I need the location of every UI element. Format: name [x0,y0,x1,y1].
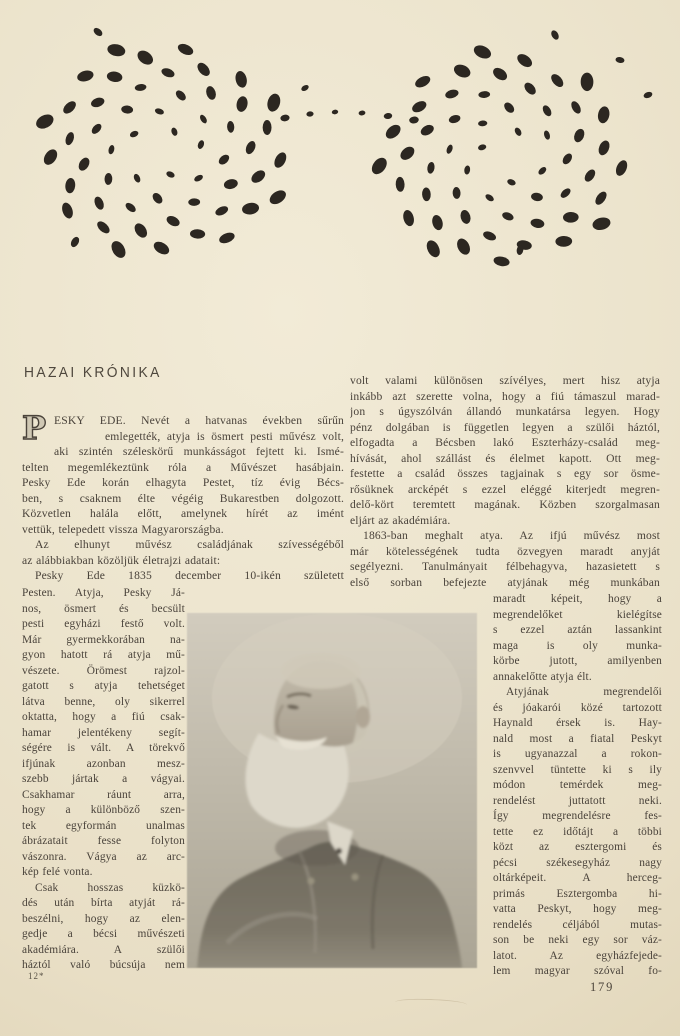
seed-swirl-ornament [0,0,680,285]
text-line: beszélni, hogy az elen- [22,912,185,925]
text-line: háztól való búcsúja nem [22,959,185,971]
text-line: festette a család összes tagjainak s egy sor ösme- [350,467,660,480]
text-line: nald most a fiatal Peskyt [493,732,662,745]
text-line: maradt képeit, hogy a [493,593,662,605]
text-line: ábrázatait fesse folyton [22,835,185,847]
left-column-wide [22,409,344,584]
text-line: kép felé vonta. [22,866,93,878]
text-line: megrendelőket kielégítse [493,608,662,621]
text-line: pesti egyházi festő volt. [22,618,185,630]
text-line: pécsi székesegyház nagy [493,856,662,869]
text-line: aki szintén széleskörű munkásságot fejtett ki. Ismé- [54,445,344,458]
text-line: hívását, ahol szállást és élelmet kapott. Ott meg- [350,451,660,465]
text-line: rendelés céljából mutas- [493,918,662,931]
text-line: az alábbiakban közöljük életrajzi adatait: [22,553,221,567]
text-line: Atyjának megrendelői [506,686,662,698]
text-line: oltárképeit. A herceg- [493,872,662,884]
text-line: segélyezni. Tanulmányait félbehagyva, hazasietett s [350,560,660,573]
text-line: annakelőtte atyja élt. [493,670,592,683]
text-line: Már gyermekkorában na- [22,633,185,646]
text-line: primás Esztergomba hi- [493,887,662,900]
text-line: vettük, telepedett vissza Magyarországba. [22,522,224,536]
text-line: gyon hatott rá atyja mű- [22,649,185,661]
text-line: módon temérdek meg- [493,779,662,791]
scan-smudge [395,998,467,1010]
text-line: rősüknek arcképét s ezzel eléggé kiterjedt megren- [350,482,660,496]
text-line: tette ez időtájt a többi [493,825,662,838]
text-line: ben, s csaknem élte végéig Bukarestben dolgozott. [22,491,344,505]
text-line: és jóakarói közé tartozott [493,701,662,714]
text-line: szebb jártak a vágyai. [22,773,185,785]
text-line: közt az esztergomi és [493,841,662,853]
text-line: már kötelességének tudta özvegyen maradt anyját [350,544,660,558]
text-line: vészete. Örömest rajzol- [22,664,185,677]
right-column-wide [350,373,660,590]
left-column-narrow [22,586,185,974]
drop-cap-initial: P [22,409,47,447]
text-line: dés után bírta atyját rá- [22,897,185,909]
text-line: gatott s atyja tehetséget [22,680,185,692]
text-line: maga is oly munka- [493,639,662,652]
text-line: vatta Peskyt, hogy meg- [493,903,662,915]
text-line: látva benne, oly sikerrel [22,695,185,708]
signature-mark: 12* [28,971,45,981]
text-line: is ugyanazzal a rokon- [493,748,662,760]
text-line: Így megrendelésre fes- [493,810,662,822]
text-line: Csakhamar ráunt arra, [22,788,185,801]
text-line: szenvvel tüntette ki s ily [493,763,662,776]
text-line: hogy a különböző szen- [22,804,185,816]
text-line: Pesky Ede 1835 december 10-ikén született [35,569,344,582]
text-line: telten megemlékeztünk róla a Művészet hasábjain. [22,460,344,474]
text-line: Haynald érsek is. Hay- [493,717,662,729]
text-line: Az elhunyt művész családjának szívességéből [35,538,344,551]
text-line: s ezzel aztán lassankint [493,624,662,636]
right-column-narrow [493,592,662,980]
text-line: volt valami különösen szívélyes, mert hisz atyja [350,374,660,387]
text-line: ifjúnak azonban mesz- [22,757,185,770]
text-line: pénz dolgában is független legyen a szülői háztól, [350,420,660,434]
text-line: son be neki egy sor váz- [493,934,662,946]
text-line: emlegették, atyja is ösmert pesti művész volt, [105,429,344,443]
text-line: eljárt az akadémiára. [350,513,451,527]
portrait-photo [187,613,477,968]
text-line: vászonra. Vágya az arc- [22,850,185,863]
text-line: elfogadta a Bécsben lakó Eszterházy-család meg- [350,436,660,449]
text-line: delő-kört teremtett magának. Közben szorgalmasan [350,498,660,511]
text-line: 1863-ban meghalt atya. Az ifjú művész most [363,529,660,542]
page-number: 179 [590,980,615,994]
section-heading: HAZAI KRÓNIKA [24,364,162,381]
text-line: Pesky Ede korán elhagyta Pestet, tíz évig Bécs- [22,476,344,489]
text-line: Pesten. Atyja, Pesky Já- [22,587,185,599]
text-line: jon s úgyszólván állandó munkatársa legyen. Hogy [350,405,660,418]
text-line: Csak hosszas küzkö- [35,881,185,894]
text-line: gedje a bécsi művészeti [22,928,185,940]
text-line: latot. Az egyházfejede- [493,949,662,962]
text-line: első sorban befejezte atyjának még munkában [350,575,660,589]
text-line: ségére is vált. A törekvő [22,742,185,754]
text-line: hamar jelentékeny segít- [22,726,185,739]
text-line: körbe jutott, amilyenben [493,655,662,667]
text-line: akadémiára. A szülői [22,943,185,956]
text-line: ESKY EDE. Nevét a hatvanas években sűrűn [54,414,344,427]
text-line: oktatta, hogy a fiú csak- [22,711,185,723]
text-line: rendelést juttatott neki. [493,794,662,807]
text-line: inkább azt szerette volna, hogy a fiú támaszul marad- [350,389,660,403]
text-line: tek egyformán unalmas [22,819,185,832]
text-line: lem magyar szóval fo- [493,965,662,977]
text-line: Közvetlen halála előtt, amelynek hírét az imént [22,507,344,520]
text-line: nos, ösmert és becsült [22,602,185,615]
